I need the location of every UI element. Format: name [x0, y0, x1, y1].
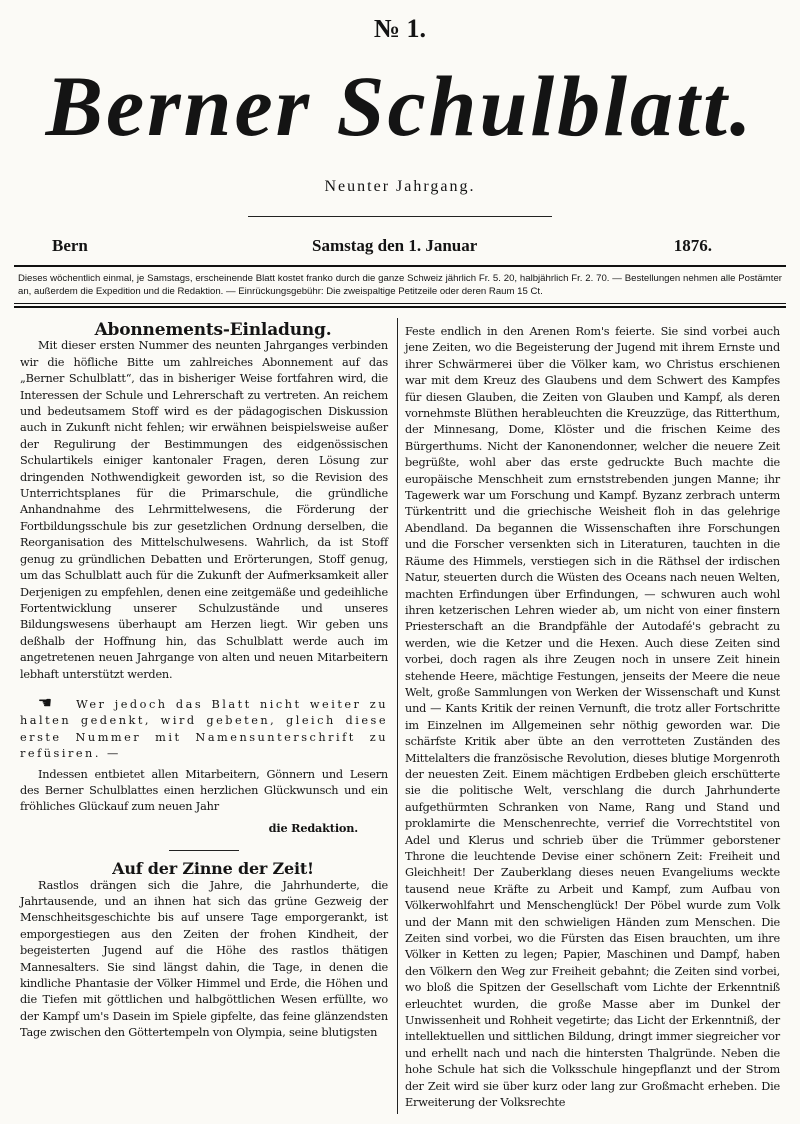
editorial-signature: die Redaktion. — [268, 820, 358, 835]
article-heading: Auf der Zinne der Zeit! — [112, 859, 314, 879]
subscription-notice: Dieses wöchentlich einmal, je Samstags, erscheinende Blatt kostet franko durch die ganze Schweiz jährlich Fr. 5. 20, halbjährlich Fr. 2. 70. — Bestellungen nehmen alle Postämter an, außerdem die Expedition und die Redaktion. — Einrückungsgebühr: Die zweispaltige Petitzeile oder deren Raum 15 Ct. — [18, 273, 782, 297]
masthead-title: Berner Schulblatt. — [45, 58, 755, 154]
greeting-paragraph: Indessen entbietet allen Mitarbeitern, Gönnern und Lesern des Berner Schulblattes einen herzlichen Glückwunsch und ein fröhliches Glückauf zum neuen Jahr — [20, 767, 388, 814]
issue-number: № 1. — [373, 14, 427, 43]
dateline-place: Bern — [52, 236, 88, 255]
section-divider — [169, 850, 239, 851]
article-text-right: Feste endlich in den Arenen Rom's feierte. Sie sind vorbei auch jene Zeiten, wo die Begeisterung der Jugend mit ihrem Ernste und ihrer Schwärmerei über die Völker kam, wo Christus erschienen war mit dem Kreuz des Glaubens und dem Schwert des Kampfes für diesen Glauben, die Zeiten von Glauben und Kampf, als deren vornehmste Blüthen herableuchten die Kreuzzüge, das Ritterthum, der Minnesang, Dome, Klöster und die frischen Keime des Bürgerthums. Nicht der Kanonendonner, welcher die neuere Zeit begrüßte, wohl aber das erste gedruckte Buch machte die europäische Menschheit zum ernststrebenden jungen Manne; ihr Tagewerk war um Forschung und Kampf. Byzanz zerbrach unterm Türkentritt und die griechische Weisheit floh in das gelehrige Abendland. Da begannen die Wissenschaften ihre Forschungen und die Forscher versenkten sich in Literaturen, tauchten in die Räume des Himmels, verstiegen sich in die Räthsel der irdischen Natur, steuerten durch die Wüsten des Oceans nach neuen Welten, machten Erfindungen über Erfindungen, — schwuren auch wohl ihren ketzerischen Lehren wieder ab, um nicht von einer finstern Priesterschaft an die Brandpfähle der Autodafé's gebracht zu werden, wie die Ketzer und die Hexen. Auch diese Zeiten sind vorbei, doch ragen als ihre Zeugen noch in unsere Zeit hinein stehende Heere, mächtige Festungen, jenseits der Meere die neue Welt, große Sammlungen von Werken der Wissenschaft und Kunst und — Kants Kritik der reinen Vernunft, die trotz aller Fortschritte im Einzelnen im Allgemeinen sehr nöthig geworden war. Die schärfste Kritik aber übte an den verrotteten Zuständen des Mittelalters die französische Revolution, dieses blutige Morgenroth der neuesten Zeit. Einem mächtigen Erdbeben gleich erschütterte sie die politische Welt, verschlang die durch Jahrhunderte aufgethürmten Schranken von Name, Rang und Stand und proklamirte die Menschenrechte, verrief die Vorrechtstitel von Adel und Klerus und schrieb über die Trümmer geborstener Throne die leuchtende Devise einer schönern Zeit: Freiheit und Gleichheit! Der Zauberklang dieses neuen Evangeliums weckte tausend neue Kräfte zu Arbeit und Kampf, zum Aufbau von Völkerwohlfahrt und Menschenglück! Der Pöbel wurde zum Volk und der Mann mit den schwieligen Händen zum Menschen. Die Zeiten sind vorbei, wo die Fürsten das Eisen brauchten, um ihre Völker in Ketten zu legen; Papier, Maschinen und Dampf, haben den Völkern den Weg zur Freiheit gebahnt; die Zeiten sind vorbei, wo bloß die Spitzen der Gesellschaft vom Lichte der Erkenntniß erleuchtet wurden, die große Masse aber im Dunkel der Unwissenheit und Rohheit vegetirte; das Licht der Erkenntniß, der intellektuellen und sittlichen Bildung, dringt immer siegreicher vor und erhellt nach und nach die hintersten Thalgründe. Neben die hohe Schule hat sich die Volksschule hingepflanzt und der Strom der Zeit wird sie über kurz oder lang zur Großmacht erheben. Die Erweiterung der Volksrechte — [405, 325, 780, 1110]
volume-line: Neunter Jahrgang. — [324, 178, 476, 195]
dateline — [52, 236, 712, 260]
invitation-paragraph: Mit dieser ersten Nummer des neunten Jahrganges verbinden wir die höfliche Bitte um zahlreiches Abonnement auf das „Berner Schulblatt“, das in bisheriger Weise fortfahren wird, die Interessen der Schule und Lehrerschaft zu vertreten. An reichem und bedeutsamem Stoff wird es der pädagogischen Diskussion auch in Zukunft nicht fehlen; wir erwähnen beispielsweise außer der Regulirung der Bestimmungen des eidgenössischen Schulartikels einiger kantonaler Fragen, deren Lösung zur dringenden Nothwendigkeit geworden ist, so die Revision des Unterrichtsplanes für die Primarschule, die gründliche Anhandnahme des Lehrmittelwesens, die Förderung der Fortbildungsschule bis zur gesetzlichen Ordnung derselben, die Reorganisation des Mittelschulwesens. Wahrlich, da ist Stoff genug zu gründlichen Debatten und Erörterungen, Stoff genug, um das Schulblatt auch für die Zukunft der Aufmerksamkeit aller Derjenigen zu empfehlen, denen eine zeitgemäße und gedeihliche Fortentwicklung unserer Schulzustände und unseres Bildungswesens überhaupt am Herzen liegt. Wir geben uns deßhalb der Hoffnung hin, das Schulblatt werde auch im angetretenen neuen Jahrgange von alten und neuen Mitarbeitern lebhaft unterstützt werden. — [20, 339, 388, 681]
notice-rule — [14, 303, 786, 304]
column-separator — [397, 318, 398, 1114]
masthead-rule — [248, 216, 552, 217]
article-text-left: Rastlos drängen sich die Jahre, die Jahrhunderte, die Jahrtausende, und an ihnen hat sich das grüne Gezweig der Menschheitsgeschichte bis auf unsere Tage emporgerankt, ist emporgestiegen aus den Zeiten der frohen Kindheit, der begeisterten Jugend auf die Höhe des rastlos thätigen Mannesalters. Sie sind längst dahin, die Tage, in denen die kindliche Phantasie der Völker Himmel und Erde, die Höhen und die Tiefen mit göttlichen und halbgöttlichen Wesen erfüllte, wo der Kampf um's Dasein im Spiele gipfelte, das feine glänzendsten Tage zwischen den Göttertempeln von Olympia, seine blutigsten — [20, 878, 388, 1040]
pointing-hand-icon: ☛ — [38, 692, 53, 712]
top-rule — [14, 265, 786, 267]
notice-rule-thick — [14, 306, 786, 308]
dateline-date: Samstag den 1. Januar — [312, 236, 478, 255]
invitation-heading: Abonnements-Einladung. — [94, 320, 332, 340]
refusal-notice — [20, 692, 388, 763]
dateline-year: 1876. — [673, 236, 712, 255]
right-column — [405, 324, 780, 1112]
left-column — [20, 322, 388, 1042]
refusal-notice-text: Wer jedoch das Blatt nicht weiter zu halten gedenkt, wird gebeten, gleich diese erste Nummer mit Namensunterschrift zu refüsiren. — — [20, 697, 388, 761]
